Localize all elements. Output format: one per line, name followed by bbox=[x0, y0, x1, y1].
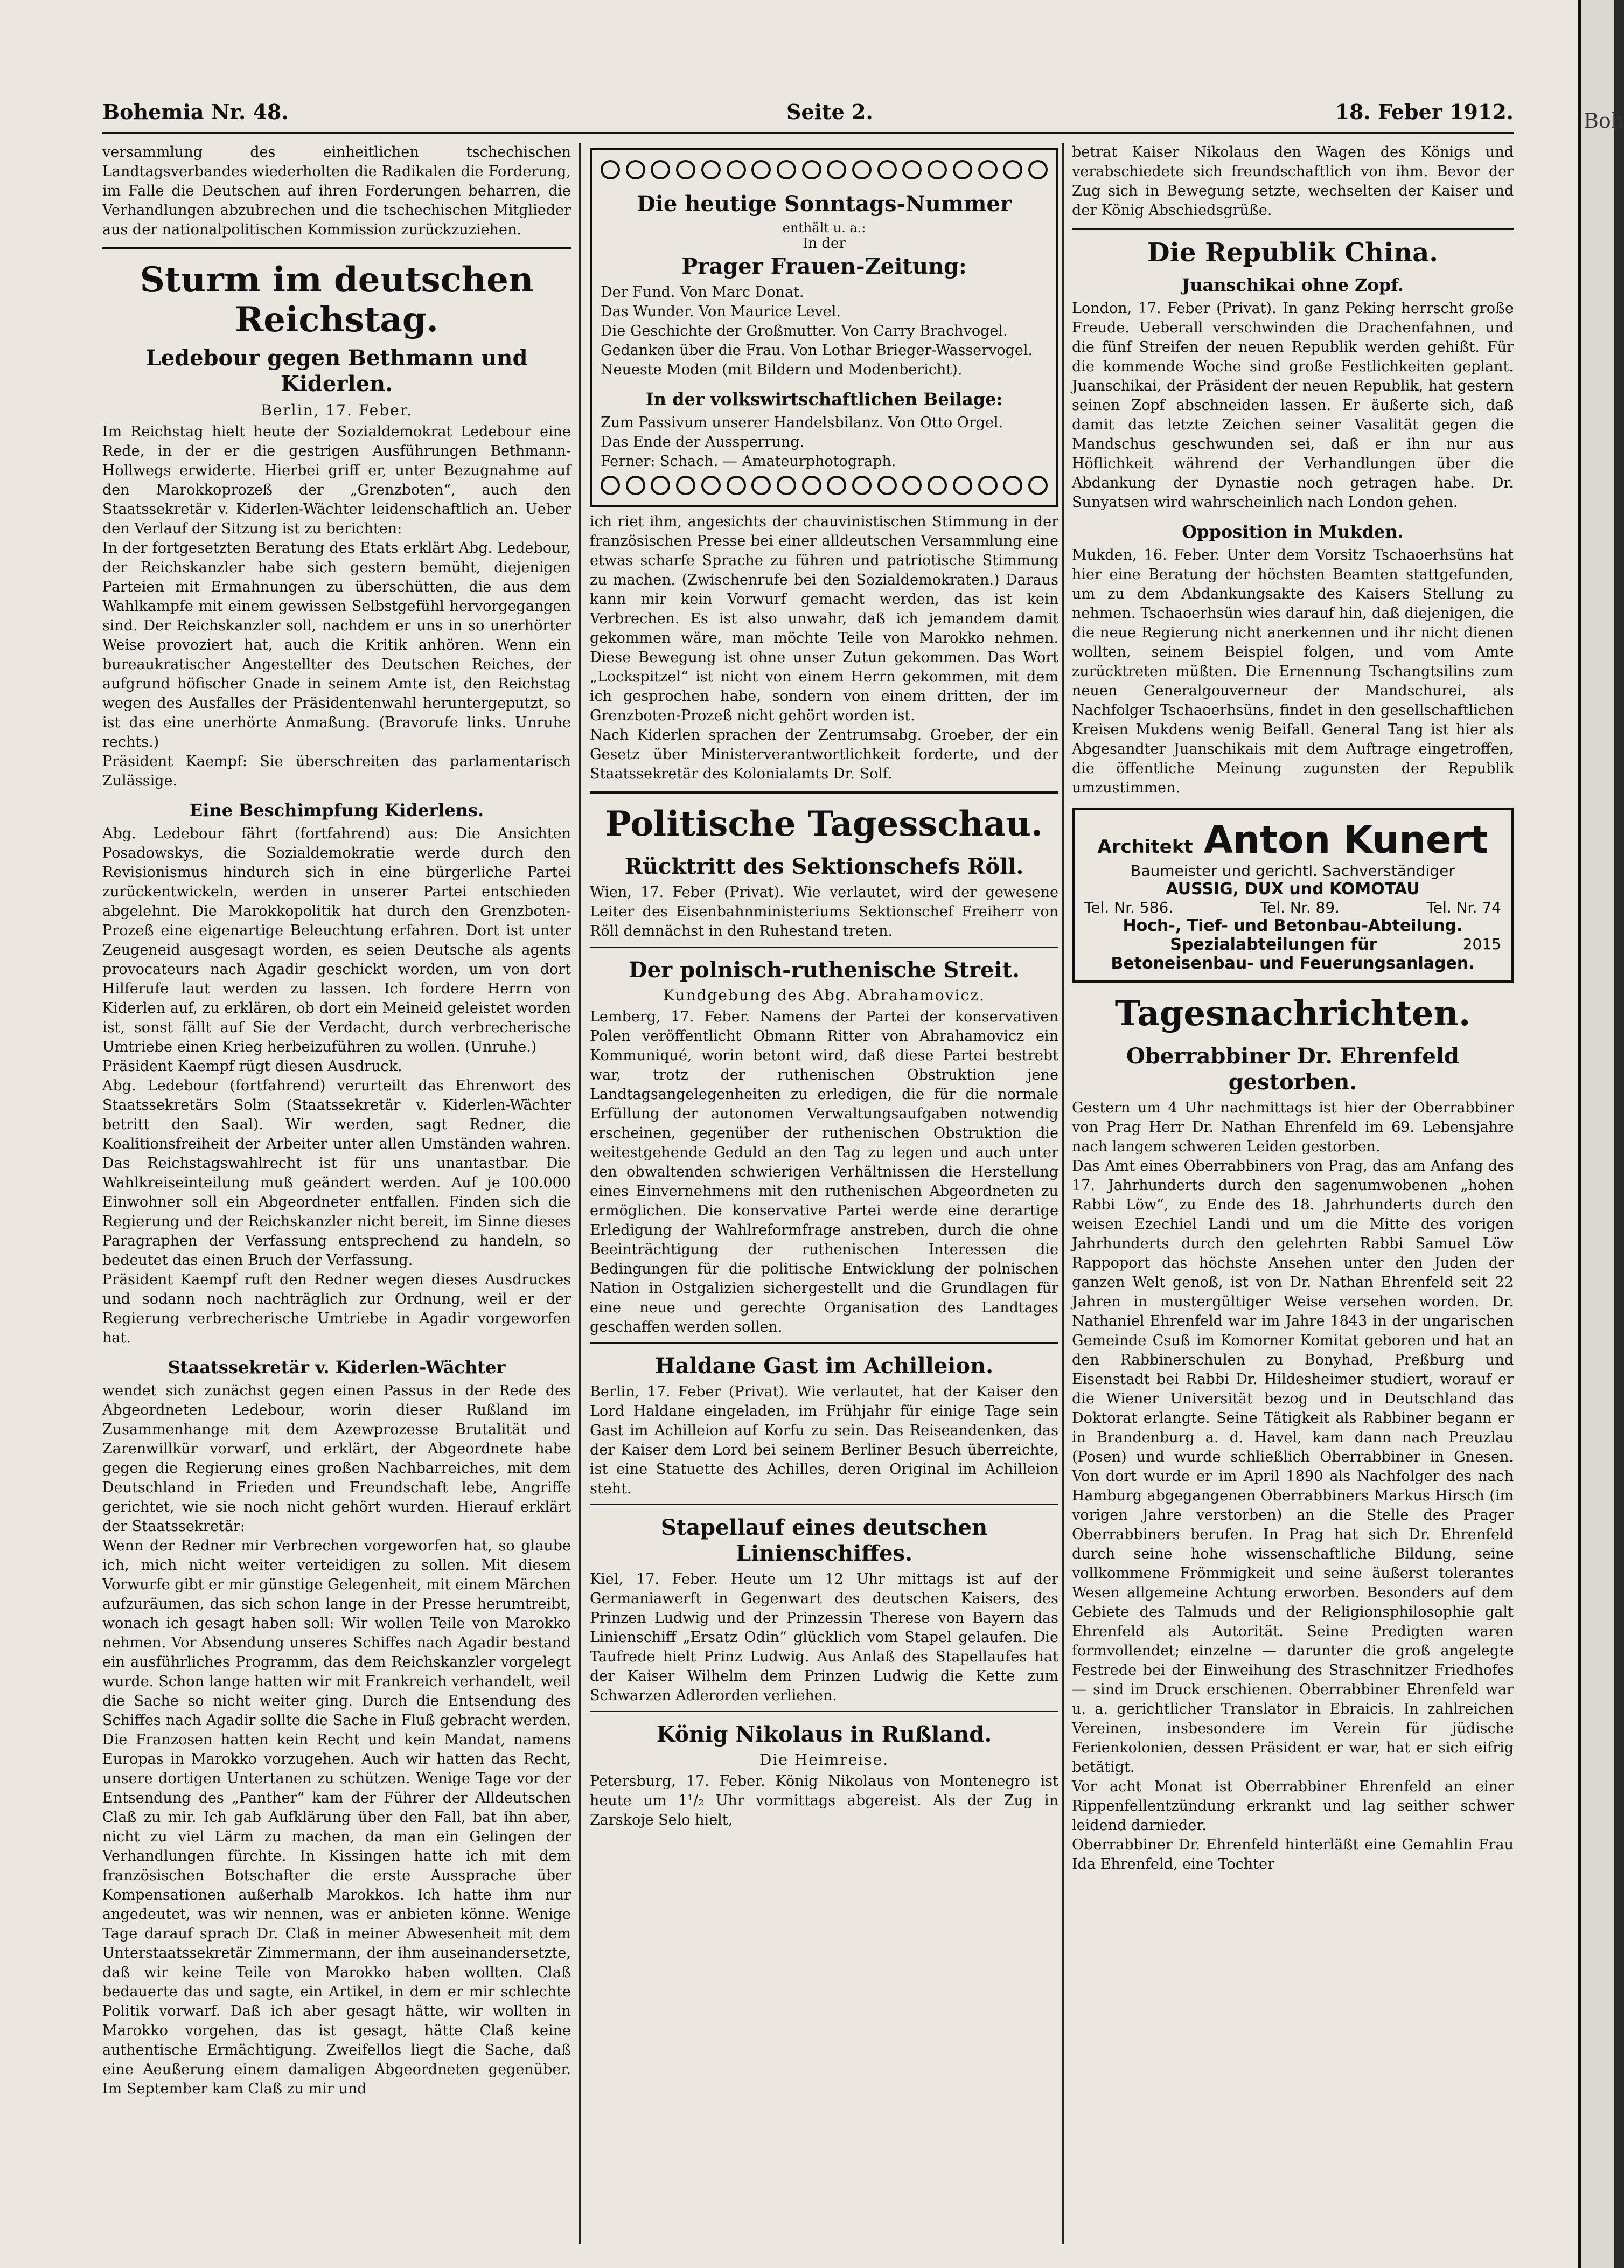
article-headline: Sturm im deutschen Reichstag. bbox=[140, 260, 534, 340]
section-headline: Tagesnachrichten. bbox=[1114, 993, 1471, 1034]
ad-prefix: Architekt bbox=[1097, 836, 1193, 858]
column-2 bbox=[590, 143, 1058, 2244]
notice-subtitle: enthält u. a.: bbox=[782, 220, 866, 235]
divider bbox=[590, 1342, 1058, 1344]
article-headline: Haldane Gast im Achilleion. bbox=[654, 1353, 994, 1379]
paragraph: Lemberg, 17. Feber. Namens der Partei der konservativen Polen veröffentlicht Obmann Ritter von Abrahamovicz ein Kommuniqué, worin betont wird, daß diese Partei bestrebt war, trotz der ruthenischen Obstruktion jene Landtagsangelegenheiten zu erledigen, die für die normale Erfüllung der autonomen Verwaltungsaufgaben notwendig erscheinen, gegenüber der ruthenischen Obstruktion die weitestgehende Geduld an den Tag zu legen und auch unter den obwaltenden schwierigen Verhältnissen die Herstellung eines Einvernehmens mit den ruthenischen Abgeordneten zu ermöglichen. Die konservative Partei werde eine derartige Erledigung der Wahlreformfrage anstreben, durch die ohne Beeinträchtigung der ruthenischen Interessen die Bedingungen für die politische Entwicklung der polnischen Nation in Ostgalizien sichergestellt und die Grundlagen für eine neue und gerechte Organisation des Landtages geschaffen werden sollen. bbox=[590, 1008, 1058, 1335]
notice-section-title: Prager Frauen-Zeitung: bbox=[681, 254, 967, 279]
paragraph: London, 17. Feber (Privat). In ganz Peking herrscht große Freude. Ueberall verschwinden die Drachenfahnen, und die fünf Streifen der neuen Republik werden gehißt. Für die kommende Woche sind große Festlichkeiten geplant. Juanschikai, der Präsident der neuen Republik, hat gestern seinen Zopf abschneiden lassen. Er äußerte sich, daß damit das letzte Zeichen seiner Vasalität gegen die Mandschus geschwunden sei, daß er ihn nur aus Höflichkeit während der Verhandlungen über die Abdankung der Dynastie noch getragen habe. Dr. Sunyatsen wird wahrscheinlich nach London gehen. bbox=[1072, 300, 1514, 511]
article-headline: Stapellauf eines deutschen Linienschiffes. bbox=[660, 1515, 988, 1566]
paragraph: Im Reichstag hielt heute der Sozialdemokrat Ledebour eine Rede, in der er die gestrigen Ausführungen Bethmann-Hollwegs erwiderte. Hierbei griff er, unter Bezugnahme auf den Marokkoprozeß der „Grenzboten“, auch den Staatssekretär v. Kiderlen-Wächter leidenschaftlich an. Ueber den Verlauf der Sitzung ist zu berichten: bbox=[102, 423, 571, 537]
paragraph: Präsident Kaempf rügt diesen Ausdruck. bbox=[102, 1058, 402, 1075]
dateline: Berlin, 17. Feber. bbox=[261, 401, 413, 419]
paragraph: Mukden, 16. Feber. Unter dem Vorsitz Tschaoerhsüns hat hier eine Beratung der höchsten Beamten stattgefunden, um zu dem Abdankungsakte des Kaisers Stellung zu nehmen. Tschaoerhsün wies darauf hin, daß diejenigen, die die neue Regierung nicht anerkennen und ihr nicht dienen wollten, seinem Beispiel folgen, und vom Amte zurücktreten müßten. Die Ernennung Tschangtsilins zum neuen Generalgouverneur der Mandschurei, als Nachfolger Tschaoerhsüns, findet in den gesellschaftlichen Kreisen Mukdens wenig Beifall. General Tang ist hier als Abgesandter Juanschikais mit dem Auftrage eingetroffen, die öffentliche Meinung zugunsten der Republik umzustimmen. bbox=[1072, 547, 1514, 796]
paragraph: Gestern um 4 Uhr nachmittags ist hier der Oberrabbiner von Prag Herr Dr. Nathan Ehrenfeld im 69. Lebensjahre nach langem schweren Leiden gestorben. bbox=[1072, 1100, 1514, 1155]
paragraph: Wien, 17. Feber (Privat). Wie verlautet, wird der gewesene Leiter des Eisenbahnministeriums Sektionschef Freiherr von Röll demnächst in den Ruhestand treten. bbox=[590, 884, 1058, 940]
notice-in: In der bbox=[803, 235, 846, 252]
paragraph: ich riet ihm, angesichts der chauvinistischen Stimmung in der französischen Presse bei einer alldeutschen Versammlung eine etwas scharfe Sprache zu führen und patriotische Stimmung zu machen. (Zwischenrufe bei den Sozialdemokraten.) Daraus kann mir kein Vorwurf gemacht werden, das ist kein Verbrechen. Es ist also unwahr, daß ich jemandem damit gekommen wäre, man möchte Teile von Marokko nehmen. Diese Bewegung ist ohne unser Zutun gekommen. Das Wort „Lockspitzel“ ist nicht von einem Herrn gekommen, mit dem ich gesprochen habe, sondern von einem dritten, der im Grenzboten-Prozeß nicht gehört worden ist. bbox=[590, 513, 1058, 724]
paragraph: Präsident Kaempf ruft den Redner wegen dieses Ausdruckes und sodann noch nachträglich zur Ordnung, weil er der Regierung verbrecherische Umtriebe in Agadir vorgeworfen hat. bbox=[102, 1271, 571, 1346]
ad-line: Spezialabteilungen für bbox=[1170, 935, 1377, 954]
ad-tel: Tel. Nr. 586. bbox=[1084, 899, 1174, 916]
ad-tel: Tel. Nr. 89. bbox=[1260, 899, 1340, 916]
paragraph: Abg. Ledebour (fortfahrend) verurteilt das Ehrenwort des Staatssekretärs Solm (Staatssekretär v. Kiderlen-Wächter betritt den Saal). Wir werden, sagt Redner, die Koalitionsfreiheit der Arbeiter unter allen Umständen wahren. Das Reichstagswahlrecht ist für uns unantastbar. Die Wahlkreiseinteilung muß geändert werden. Auf je 100.000 Einwohner soll ein Abgeordneter entfallen. Finden sich die Regierung und der Reichskanzler nicht bereit, im Sinne dieses Paragraphen der Verfassung entsprechend zu handeln, so bedeutet das einen Bruch der Verfassung. bbox=[102, 1077, 571, 1269]
notice-item: Das Ende der Aussperrung. bbox=[601, 434, 805, 450]
section-headline: Politische Tagesschau. bbox=[605, 804, 1043, 844]
ad-name: Anton Kunert bbox=[1203, 818, 1488, 862]
notice-title: Die heutige Sonntags-Nummer bbox=[637, 191, 1012, 217]
notice-section-title: In der volkswirtschaftlichen Beilage: bbox=[645, 389, 1003, 409]
header-page-number: Seite 2. bbox=[786, 100, 873, 124]
paragraph: In der fortgesetzten Beratung des Etats erklärt Abg. Ledebour, der Reichskanzler habe sich gestern bemüht, diejenigen Parteien mit Ermahnungen zu überschütten, die aus dem Wahlkampfe mit einem gewissen Selbstgefühl hervorgegangen sind. Der Reichskanzler soll, nachdem er uns in so unerhörter Weise provoziert hat, auch die Kritik anhören. Wenn ein bureaukratischer Angestellter des Deutschen Reiches, der aufgrund höfischer Gnade in seinem Amte ist, den Reichstag wegen des Ausfalles der Präsidentenwahl heruntergeputzt, so ist das eine unerhörte Anmaßung. (Bravorufe links. Unruhe rechts.) bbox=[102, 540, 571, 750]
notice-item: Der Fund. Von Marc Donat. bbox=[601, 284, 804, 301]
notice-item: Das Wunder. Von Maurice Level. bbox=[601, 303, 841, 320]
notice-item: Zum Passivum unserer Handelsbilanz. Von Otto Orgel. bbox=[601, 414, 1003, 431]
adjacent-page-text: Boh bbox=[1584, 109, 1624, 133]
paragraph: betrat Kaiser Nikolaus den Wagen des Königs und verabschiedete sich freundschaftlich von ihm. Bevor der Zug sich in Bewegung setzte, wechselten der Kaiser und der König Abschiedsgrüße. bbox=[1072, 144, 1514, 219]
article-subheadline: Ledebour gegen Bethmann und Kiderlen. bbox=[145, 345, 528, 396]
paragraph: Abg. Ledebour fährt (fortfahrend) aus: Die Ansichten Posadowskys, die Sozialdemokratie werde durch den Revisionismus hindurch sich in eine bürgerliche Partei zurückentwickeln, werden in unserer Partei entschieden abgelehnt. Die Marokkopolitik hat durch den Grenzboten-Prozeß eine eigenartige Beleuchtung erfahren. Dort ist unter Zeugeneid ausgesagt worden, es seien Deutsche als agents provocateurs nach Agadir geschickt worden, um von dort Hilferufe laut werden zu lassen. Ich fordere Herrn von Kiderlen auf, zu erklären, ob dort ein Meineid geleistet worden ist, sonst fällt auf Sie der Verdacht, durch verbrecherische Umtriebe einen Krieg herbeizuführen zu wollen. (Unruhe.) bbox=[102, 825, 571, 1055]
divider bbox=[1072, 228, 1514, 230]
article-headline: Rücktritt des Sektionschefs Röll. bbox=[624, 854, 1024, 879]
column-1 bbox=[102, 143, 571, 2244]
article-headline: Opposition in Mukden. bbox=[1182, 521, 1404, 542]
ad-number: 2015 bbox=[1462, 935, 1501, 953]
ad-role: Baumeister und gerichtl. Sachverständiger bbox=[1131, 862, 1455, 880]
notice-item: Ferner: Schach. — Amateurphotograph. bbox=[601, 453, 896, 470]
notice-item: Die Geschichte der Großmutter. Von Carry Brachvogel. bbox=[601, 323, 1008, 339]
adjacent-page-edge bbox=[1578, 0, 1624, 2268]
column-divider bbox=[1062, 143, 1064, 2244]
article-headline: Oberrabbiner Dr. Ehrenfeld gestorben. bbox=[1126, 1043, 1459, 1095]
divider bbox=[590, 1711, 1058, 1712]
column-3 bbox=[1072, 143, 1514, 2244]
article-subheadline: Die Heimreise. bbox=[759, 1751, 889, 1769]
section-subheading: Staatssekretär v. Kiderlen-Wächter bbox=[168, 1357, 506, 1378]
divider bbox=[102, 247, 571, 249]
paragraph: Petersburg, 17. Feber. König Nikolaus von Montenegro ist heute um 1¹/₂ Uhr vormittags abgereist. Als der Zug in Zarskoje Selo hielt, bbox=[590, 1773, 1058, 1828]
article-subheadline: Kundgebung des Abg. Abrahamovicz. bbox=[663, 986, 985, 1004]
paragraph: Wenn der Redner mir Verbrechen vorgeworfen hat, so glaube ich, mich nicht weiter verteidigen zu sollen. Mit diesem Vorwurfe gibt er mir günstige Gelegenheit, mit einem Märchen aufzuräumen, das sich schon lange in der Presse herumtreibt, wonach ich gesagt haben soll: Wir wollen Teile von Marokko nehmen. Vor Absendung unseres Schiffes nach Agadir bestand ein ausführliches Programm, das dem Reichskanzler vorgelegt wurde. Schon lange hatten wir mit Frankreich verhandelt, weil die Sache so nicht weiter ging. Durch die Entsendung des Schiffes nach Agadir sollte die Sache in Fluß gebracht werden. Die Franzosen hatten kein Recht und kein Mandat, namens Europas in Marokko vorzugehen. Auch wir hatten das Recht, unsere dortigen Untertanen zu schützen. Wenige Tage vor der Entsendung des „Panther“ kam der Führer der Alldeutschen Claß zu mir. Ich gab Aufklärung über den Fall, bat ihn aber, nicht zu viel Lärm zu machen, da man ein Gelingen der Verhandlungen fürchte. In Kissingen hatte ich mit dem französischen Botschafter die erste Aussprache über Kompensationen außerhalb Marokkos. Ich hatte ihm nur angedeutet, was wir nennen, was er anbieten könne. Wenige Tage darauf sprach Dr. Claß in meiner Abwesenheit mit dem Unterstaatssekretär Zimmermann, der ihm auseinandersetzte, daß wir keine Teile von Marokko haben wollten. Claß bedauerte das und sagte, ein Artikel, in dem er mir schlechte Politik vorwarf. Daß ich aber gesagt hätte, wir wollten in Marokko vorgehen, das ist gesagt, hätte Claß keine authentische Ermächtigung. Zweifellos liegt die Sache, daß eine Aeußerung einem damaligen Abgeordneten gegenüber. Im September kam Claß zu mir und bbox=[102, 1537, 571, 2097]
divider bbox=[590, 947, 1058, 948]
article-continuation: versammlung des einheitlichen tschechischen Landtagsverbandes wiederholten die Radikalen die Forderung, im Falle die Deutschen auf ihren Forderungen beharren, die Verhandlungen abzubrechen und die tschechischen Mitglieder aus der nationalpolitischen Kommission zurückzuziehen. bbox=[102, 144, 571, 238]
paragraph: Kiel, 17. Feber. Heute um 12 Uhr mittags ist auf der Germaniawerft in Gegenwart des deutschen Kaisers, des Prinzen Ludwig und der Prinzessin Therese von Bayern das Linienschiff „Ersatz Odin“ glücklich vom Stapel gelaufen. Die Taufrede hielt Prinz Ludwig. Aus Anlaß des Stapellaufes hat der Kaiser Wilhelm dem Prinzen Ludwig die Kette zum Schwarzen Adlerorden verliehen. bbox=[590, 1571, 1058, 1704]
paragraph: Berlin, 17. Feber (Privat). Wie verlautet, hat der Kaiser den Lord Haldane eingeladen, im Frühjahr für einige Tage sein Gast im Achilleion auf Korfu zu sein. Das Reiseandenken, das der Kaiser dem Lord bei seinem Berliner Besuch überreichte, ist eine Statuette des Achilles, deren Original im Achilleion steht. bbox=[590, 1383, 1058, 1497]
ornament-border bbox=[601, 158, 1048, 182]
column-divider bbox=[579, 143, 581, 2244]
article-headline: König Nikolaus in Rußland. bbox=[656, 1722, 992, 1747]
paragraph: wendet sich zunächst gegen einen Passus in der Rede des Abgeordneten Ledebour, worin dieser Rußland im Zusammenhange mit dem Azewprozesse Brutalität und Zarenwillkür vorwarf, und erklärt, der Abgeordnete habe gegen die Regierung eines großen Nachbarreiches, mit dem Deutschland in Frieden und Freundschaft lebe, Angriffe gerichtet, wie sie noch nicht gehört wurden. Hierauf erklärt der Staatssekretär: bbox=[102, 1382, 571, 1535]
ad-towns: AUSSIG, DUX und KOMOTAU bbox=[1166, 880, 1420, 899]
notice-item: Neueste Moden (mit Bildern und Modenbericht). bbox=[601, 361, 963, 378]
paragraph: Nach Kiderlen sprachen der Zentrumsabg. Groeber, der ein Gesetz über Ministerverantwortlichkeit forderte, und der Staatssekretär des Kolonialamts Dr. Solf. bbox=[590, 727, 1058, 782]
ad-tel: Tel. Nr. 74 bbox=[1426, 899, 1501, 916]
paragraph: Oberrabbiner Dr. Ehrenfeld hinterläßt eine Gemahlin Frau Ida Ehrenfeld, eine Tochter bbox=[1072, 1836, 1514, 1873]
sunday-issue-notice bbox=[590, 148, 1058, 507]
page-header bbox=[102, 94, 1514, 134]
ad-line: Betoneisenbau- und Feuerungsanlagen. bbox=[1111, 954, 1475, 973]
article-subheadline: Juanschikai ohne Zopf. bbox=[1182, 275, 1404, 295]
ad-telephones bbox=[1084, 899, 1501, 916]
divider bbox=[590, 791, 1058, 794]
article-headline: Der polnisch-ruthenische Streit. bbox=[628, 957, 1020, 983]
header-masthead: Bohemia Nr. 48. bbox=[102, 100, 289, 124]
ornament-border bbox=[601, 474, 1048, 497]
section-subheading: Eine Beschimpfung Kiderlens. bbox=[189, 800, 484, 820]
paragraph: Präsident Kaempf: Sie überschreiten das parlamentarisch Zulässige. bbox=[102, 753, 571, 789]
article-headline: Die Republik China. bbox=[1147, 238, 1439, 268]
notice-item: Gedanken über die Frau. Von Lothar Brieger-Wasservogel. bbox=[601, 342, 1033, 359]
ad-line: Hoch-, Tief- und Betonbau-Abteilung. bbox=[1123, 916, 1463, 935]
divider bbox=[590, 1504, 1058, 1505]
paragraph: Vor acht Monat ist Oberrabbiner Ehrenfeld an einer Rippenfellentzündung erkrankt und lag seither schwer leidend darnieder. bbox=[1072, 1778, 1514, 1834]
header-date: 18. Feber 1912. bbox=[1335, 100, 1514, 124]
paragraph: Das Amt eines Oberrabbiners von Prag, das am Anfang des 17. Jahrhunderts durch den sagenumwobenen „hohen Rabbi Löw“, zu Ende des 18. Jahrhunderts durch den weisen Ezechiel Landi und um die Mitte des vorigen Jahrhunderts durch den gelehrten Rabbi Samuel Löw Rappoport das höchste Ansehen unter den Juden der ganzen Welt genoß, ist von Dr. Nathan Ehrenfeld seit 22 Jahren in mustergültiger Weise versehen worden. Dr. Nathaniel Ehrenfeld war im Jahre 1843 in der ungarischen Gemeinde Csuß im Komorner Komitat geboren und hat an den Rabbinerschulen zu Bonyhad, Preßburg und Eisenstadt bei Rabbi Dr. Hildesheimer studiert, worauf er die Wiener Universität bezog und in Deutschland das Doktorat erlangte. Seine Tätigkeit als Rabbiner begann er in Brandenburg a. d. Havel, kam dann nach Preuzlau (Posen) und wurde schließlich Oberrabbiner in Gnesen. Von dort wurde er im April 1890 als Nachfolger des nach Hamburg abgegangenen Oberrabbiners Markus Hirsch (im vorigen Jahre verstorben) an die Stelle des Prager Oberrabbiners berufen. In Prag hat sich Dr. Ehrenfeld durch seine hohe wissenschaftliche Bildung, seine vollkommene Frömmigkeit und seine äußerst tolerantes Wesen allgemeine Achtung erworben. Besonders auf dem Gebiete des Talmuds und der Religionsphilosophie galt Ehrenfeld als Autorität. Seine Predigten waren formvollendet; einzelne — darunter die groß angelegte Festrede bei der Einweihung des Straschnitzer Friedhofes — sind im Druck erschienen. Oberrabbiner Ehrenfeld war u. a. gerichtlicher Translator in Ebraicis. In zahlreichen Vereinen, insbesondere im Verein für jüdische Ferienkolonien, dessen Präsident er war, hat er sich eifrig betätigt. bbox=[1072, 1158, 1514, 1776]
advertisement-kunert bbox=[1072, 808, 1514, 983]
